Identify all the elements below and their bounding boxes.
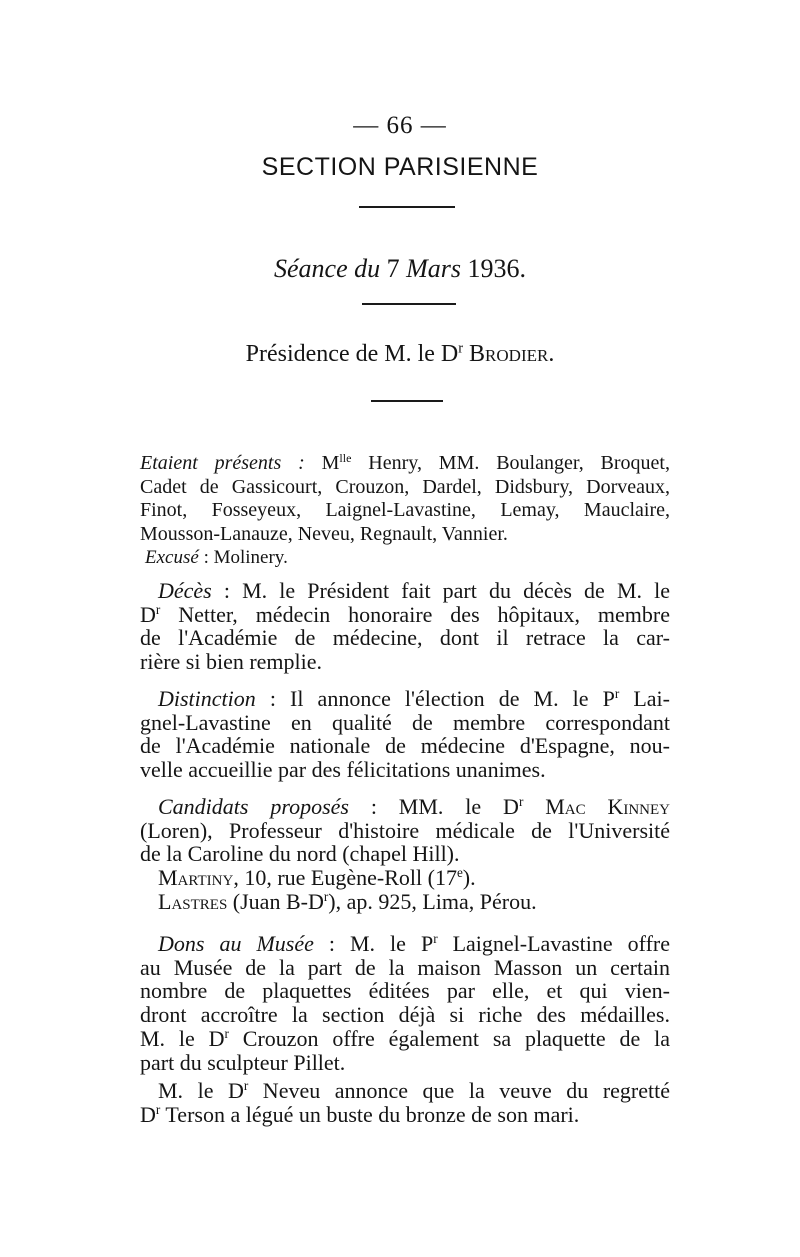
text-line: velle accueillie par des félicitations unanimes.: [140, 757, 546, 783]
dons-text: Laignel-Lavastine offre: [437, 931, 670, 956]
president-name: Brodier.: [463, 341, 555, 367]
candidats-text: , 10, rue Eugène-Roll (17: [233, 865, 457, 891]
neveu-text: M. le D: [158, 1078, 244, 1103]
text-line: [140, 452, 670, 476]
candidate-name: Lastres: [158, 888, 228, 914]
dons-text: : M. le P: [313, 931, 434, 956]
seance-date: [0, 254, 800, 284]
text-line: au Musée de la part de la maison Masson un certain: [140, 954, 670, 980]
deces-paragraph: [140, 579, 670, 674]
pr-sup: r: [433, 931, 438, 947]
text-line: [140, 687, 670, 711]
text-line: Cadet de Gassicourt, Crouzon, Dardel, Didsbury, Dorveaux,: [140, 475, 670, 498]
pr-sup: r: [614, 686, 620, 702]
presidence-prefix: Présidence de M. le D: [245, 341, 459, 367]
text-line: Mousson-Lanauze, Neveu, Regnault, Vannier.: [140, 522, 508, 545]
dr-sup: r: [323, 888, 329, 904]
seance-year: 1936.: [461, 254, 527, 283]
dons-label: Dons au Musée: [158, 931, 314, 956]
distinction-label: Distinction: [158, 686, 256, 711]
text-line: de l'Académie de médecine, dont il retrace la car-: [140, 625, 670, 651]
ordinal-sup: e: [456, 865, 463, 881]
candidats-paragraph: [140, 795, 670, 914]
text-line: [140, 1079, 670, 1103]
dr-sup: r: [155, 601, 161, 617]
text-line: [140, 890, 670, 914]
deces-text: Netter, médecin honoraire des hôpitaux, membre: [178, 601, 671, 627]
excuse-label: Excusé: [145, 547, 199, 568]
text-line: [140, 1103, 670, 1127]
candidats-text: ).: [462, 865, 476, 891]
candidats-text: : MM. le D: [348, 794, 519, 819]
presents-sup: lle: [339, 450, 352, 465]
text-line: [140, 603, 670, 627]
divider-rule: [359, 206, 455, 208]
dons-text: M. le D: [140, 1025, 225, 1051]
dr-sup: r: [155, 1101, 161, 1117]
text-line: de la Caroline du nord (chapel Hill).: [140, 841, 460, 867]
candidats-text: (Juan B-D: [227, 888, 324, 914]
text-line: Finot, Fosseyeux, Laignel-Lavastine, Lemay, Mauclaire,: [140, 499, 670, 521]
dr-sup: r: [243, 1078, 249, 1094]
neveu-text: D: [140, 1101, 156, 1127]
excuse-line: [145, 547, 675, 569]
candidats-text: ), ap. 925, Lima, Pérou.: [328, 888, 537, 914]
deces-text: : M. le Président fait part du décès de M. le: [211, 578, 670, 603]
excuse-text: : Molinery.: [198, 547, 288, 568]
text-line: [140, 579, 670, 603]
presidence-sup: r: [458, 340, 464, 357]
presents-text: Henry, MM. Boulanger, Broquet,: [351, 452, 670, 474]
dr-sup: r: [224, 1025, 229, 1041]
divider-rule: [371, 400, 443, 402]
section-title: SECTION PARISIENNE: [261, 153, 539, 181]
candidate-name: Martiny: [158, 865, 234, 891]
presents-text: M: [304, 452, 340, 474]
text-line: [140, 1027, 670, 1051]
dons-text: Crouzon offre également sa plaquette de la: [228, 1025, 670, 1051]
distinction-text: Lai-: [619, 686, 670, 711]
dr-sup: r: [518, 794, 524, 810]
text-line: [140, 795, 670, 819]
page-number: — 66 —: [353, 112, 447, 139]
distinction-paragraph: [140, 687, 670, 782]
deces-label: Décès: [158, 578, 212, 603]
text-line: de l'Académie nationale de médecine d'Espagne, nou-: [140, 733, 670, 759]
presents-paragraph: [140, 452, 670, 546]
text-line: part du sculpteur Pillet.: [140, 1049, 346, 1075]
presidence-line: [0, 341, 800, 368]
text-line: nombre de plaquettes éditées par elle, et qui vien-: [140, 978, 670, 1004]
neveu-text: Neveu annonce que la veuve du regretté: [248, 1078, 670, 1103]
dons-paragraph: [140, 932, 670, 1074]
divider-rule: [362, 303, 456, 305]
presents-label: Etaient présents :: [140, 452, 305, 474]
distinction-text: : Il annonce l'élection de M. le P: [255, 686, 615, 711]
neveu-paragraph: [140, 1079, 670, 1126]
text-line: [140, 932, 670, 956]
candidats-label: Candidats proposés: [158, 794, 349, 819]
seance-prefix: Séance du: [273, 254, 381, 283]
text-line: (Loren), Professeur d'histoire médicale de l'Université: [140, 817, 670, 843]
text-line: rière si bien remplie.: [140, 649, 323, 675]
candidate-name: Mac Kinney: [523, 794, 671, 819]
text-line: dront accroître la section déjà si riche des médailles.: [140, 1002, 670, 1028]
seance-day: 7: [380, 254, 407, 283]
text-line: [140, 866, 670, 890]
seance-month: Mars: [406, 254, 462, 283]
neveu-text: Terson a légué un buste du bronze de son mari.: [160, 1101, 580, 1127]
text-line: gnel-Lavastine en qualité de membre correspondant: [140, 709, 670, 735]
dr-abbr: D: [140, 601, 156, 627]
